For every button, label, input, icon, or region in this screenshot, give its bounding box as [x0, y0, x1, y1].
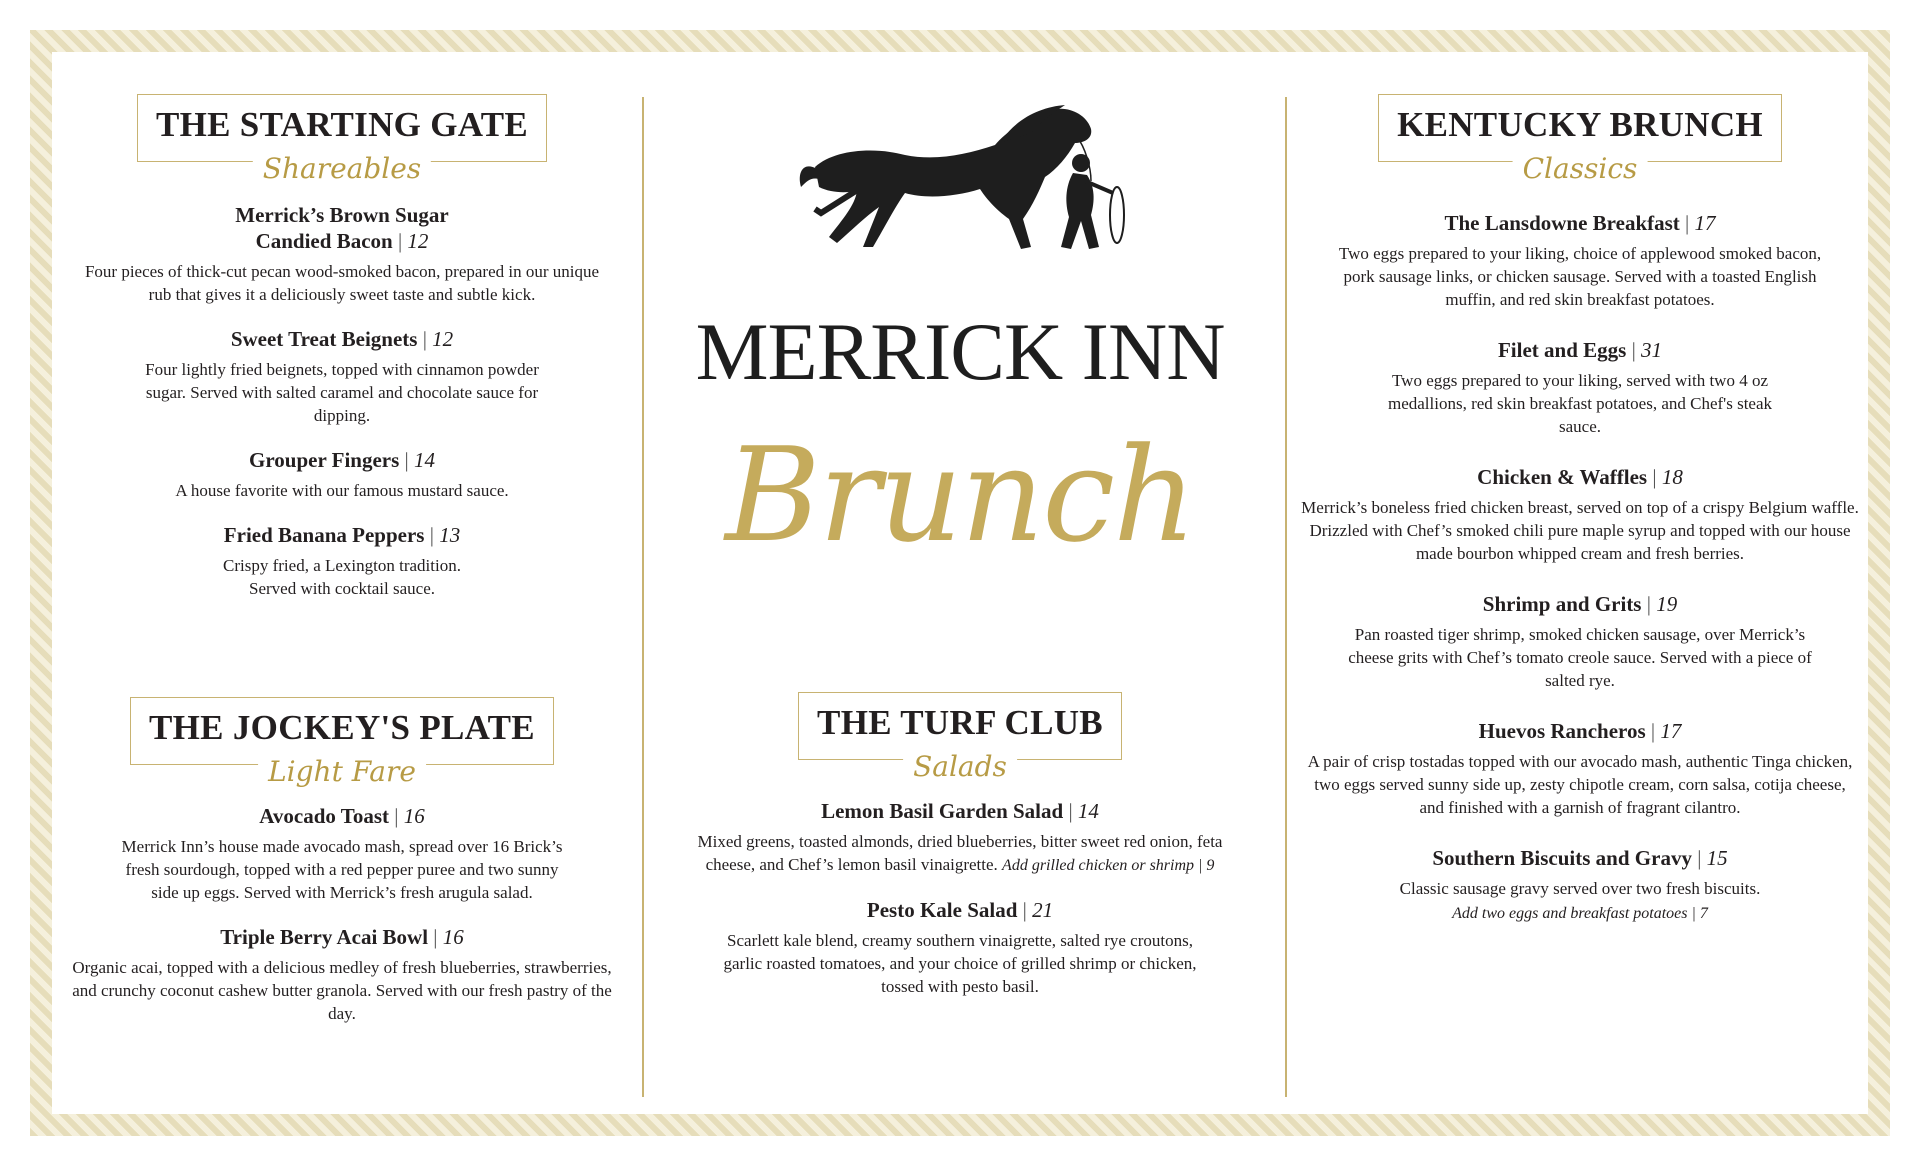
section-turf-club — [695, 692, 1225, 1018]
item-price: 18 — [1661, 465, 1683, 489]
menu-page — [52, 52, 1868, 1114]
section-header — [1378, 94, 1782, 185]
menu-item: Triple Berry Acai Bowl | 16 Organic acai, topped with a delicious medley of fresh blueberries, strawberries, and crunchy coconut cashew butter granola. Served with our fresh pastry of the day. — [62, 924, 622, 1025]
section-title: THE STARTING GATE — [155, 105, 529, 144]
section-title: THE JOCKEY'S PLATE — [149, 708, 535, 747]
section-title: KENTUCKY BRUNCH — [1397, 105, 1763, 144]
section-subtitle: Salads — [903, 750, 1017, 783]
item-name: Huevos Rancheros — [1478, 719, 1646, 743]
item-description: Four pieces of thick-cut pecan wood-smoked bacon, prepared in our unique rub that gives it a deliciously sweet taste and subtle kick. — [84, 262, 600, 304]
menu-item: Filet and Eggs | 31 Two eggs prepared to your liking, served with two 4 oz medallions, red skin breakfast potatoes, and Chef's steak sauce. — [1292, 337, 1868, 438]
item-description: Organic acai, topped with a delicious medley of fresh blueberries, strawberries, and crunchy coconut cashew butter granola. Served with our fresh pastry of the day. — [72, 958, 612, 1023]
section-jockeys-plate — [52, 697, 632, 1045]
item-name: Shrimp and Grits — [1482, 592, 1642, 616]
section-subtitle: Shareables — [253, 152, 431, 185]
item-name: Chicken & Waffles — [1477, 465, 1648, 489]
item-name: Grouper Fingers — [248, 448, 400, 472]
menu-item: Sweet Treat Beignets | 12 Four lightly fried beignets, topped with cinnamon powder sugar. Served with salted caramel and chocolate sauce for dipping. — [62, 326, 622, 427]
item-price: 21 — [1032, 898, 1054, 922]
item-price: 16 — [403, 804, 425, 828]
item-name: Southern Biscuits and Gravy — [1432, 846, 1692, 870]
item-name: Triple Berry Acai Bowl — [220, 925, 429, 949]
section-header — [130, 697, 554, 788]
item-name: Pesto Kale Salad — [866, 898, 1018, 922]
menu-item: The Lansdowne Breakfast | 17 Two eggs prepared to your liking, choice of applewood smoked bacon, pork sausage links, or chicken sausage. Served with a toasted English muffin, and red skin breakfast potatoes. — [1292, 210, 1868, 311]
item-price: 12 — [432, 327, 454, 351]
item-price: 12 — [407, 229, 429, 253]
item-price: 14 — [414, 448, 436, 472]
menu-item: Southern Biscuits and Gravy | 15 Classic sausage gravy served over two fresh biscuits. Add two eggs and breakfast potatoes | 7 — [1292, 845, 1868, 925]
item-name: Merrick’s Brown Sugar Candied Bacon — [235, 203, 449, 253]
item-description: Merrick’s boneless fried chicken breast, served on top of a crispy Belgium waffle. Drizzled with Chef’s smoked chili pure maple syrup and topped with our house made bourbon whipped cream and fresh berries. — [1301, 498, 1859, 563]
menu-title: Brunch — [725, 419, 1195, 571]
column-divider-left — [642, 97, 644, 1097]
item-description: A pair of crisp tostadas topped with our avocado mash, authentic Tinga chicken, two eggs served sunny side up, zesty chipotle cream, corn salsa, cotija cheese, and finished with a garnish of fragrant cilantro. — [1307, 752, 1853, 817]
section-title: THE TURF CLUB — [817, 703, 1103, 742]
section-starting-gate — [52, 94, 632, 620]
item-price: 17 — [1660, 719, 1682, 743]
item-note: Add two eggs and breakfast potatoes | 7 — [1452, 905, 1708, 922]
item-name: Lemon Basil Garden Salad — [821, 799, 1064, 823]
menu-item: Grouper Fingers | 14 A house favorite with our famous mustard sauce. — [62, 447, 622, 502]
item-price: 13 — [439, 523, 461, 547]
horse-and-jockey-icon — [795, 97, 1125, 267]
item-description: Crispy fried, a Lexington tradition. Served with cocktail sauce. — [223, 556, 461, 598]
brand-name: MERRICK INN — [695, 306, 1225, 397]
item-description: Pan roasted tiger shrimp, smoked chicken sausage, over Merrick’s cheese grits with Chef’s tomato creole sauce. Served with a piece of salted rye. — [1348, 625, 1812, 690]
item-name: Avocado Toast — [259, 804, 389, 828]
item-name: Fried Banana Peppers — [223, 523, 425, 547]
menu-item: Chicken & Waffles | 18 Merrick’s boneless fried chicken breast, served on top of a crispy Belgium waffle. Drizzled with Chef’s smoked chili pure maple syrup and topped with our house made bourbon whipped cream and fresh berries. — [1292, 464, 1868, 565]
section-header — [798, 692, 1122, 783]
menu-item: Pesto Kale Salad | 21 Scarlett kale blend, creamy southern vinaigrette, salted rye croutons, garlic roasted tomatoes, and your choice of grilled shrimp or chicken, tossed with pesto basil. — [695, 897, 1225, 998]
section-subtitle: Classics — [1513, 152, 1648, 185]
item-description: A house favorite with our famous mustard sauce. — [175, 481, 509, 500]
item-price: 31 — [1641, 338, 1663, 362]
item-price: 19 — [1656, 592, 1678, 616]
item-name: Sweet Treat Beignets — [230, 327, 418, 351]
item-description: Two eggs prepared to your liking, choice of applewood smoked bacon, pork sausage links, or chicken sausage. Served with a toasted English muffin, and red skin breakfast potatoes. — [1338, 244, 1822, 309]
menu-item: Fried Banana Peppers | 13 Crispy fried, a Lexington tradition. Served with cocktail sauce. — [62, 522, 622, 600]
item-description: Four lightly fried beignets, topped with cinnamon powder sugar. Served with salted caramel and chocolate sauce for dipping. — [145, 360, 539, 425]
item-price: 17 — [1694, 211, 1716, 235]
item-description: Two eggs prepared to your liking, served with two 4 oz medallions, red skin breakfast potatoes, and Chef's steak sauce. — [1387, 371, 1773, 436]
item-name: The Lansdowne Breakfast — [1444, 211, 1680, 235]
item-description: Scarlett kale blend, creamy southern vinaigrette, salted rye croutons, garlic roasted tomatoes, and your choice of grilled shrimp or chicken, tossed with pesto basil. — [723, 931, 1197, 996]
column-divider-right — [1285, 97, 1287, 1097]
item-price: 14 — [1077, 799, 1099, 823]
item-description: Classic sausage gravy served over two fresh biscuits. — [1399, 879, 1761, 898]
item-name: Filet and Eggs — [1497, 338, 1627, 362]
menu-item: Shrimp and Grits | 19 Pan roasted tiger shrimp, smoked chicken sausage, over Merrick’s cheese grits with Chef’s tomato creole sauce. Served with a piece of salted rye. — [1292, 591, 1868, 692]
item-description: Merrick Inn’s house made avocado mash, spread over 16 Brick’s fresh sourdough, topped with a red pepper puree and two sunny side up eggs. Served with Merrick’s fresh arugula salad. — [121, 837, 563, 902]
menu-item: Lemon Basil Garden Salad | 14 Mixed greens, toasted almonds, dried blueberries, bitter sweet red onion, feta cheese, and Chef’s lemon basil vinaigrette. Add grilled chicken or shrimp | 9 — [697, 799, 1223, 874]
item-description: Mixed greens, toasted almonds, dried blueberries, bitter sweet red onion, feta cheese, and Chef’s lemon basil vinaigrette. — [697, 832, 1223, 874]
item-price: 15 — [1706, 846, 1728, 870]
brand-logo — [695, 97, 1225, 571]
item-note: Add grilled chicken or shrimp | 9 — [1002, 857, 1215, 874]
section-kentucky-brunch — [1292, 94, 1868, 945]
menu-item: Merrick’s Brown Sugar Candied Bacon | 12 Four pieces of thick-cut pecan wood-smoked bacon, prepared in our unique rub that gives it a deliciously sweet taste and subtle kick. — [62, 202, 622, 306]
menu-item: Huevos Rancheros | 17 A pair of crisp tostadas topped with our avocado mash, authentic Tinga chicken, two eggs served sunny side up, zesty chipotle cream, corn salsa, cotija cheese, and finished with a garnish of fragrant cilantro. — [1292, 718, 1868, 819]
menu-item: Avocado Toast | 16 Merrick Inn’s house made avocado mash, spread over 16 Brick’s fresh sourdough, topped with a red pepper puree and two sunny side up eggs. Served with Merrick’s fresh arugula salad. — [62, 803, 622, 904]
item-price: 16 — [442, 925, 464, 949]
section-header — [137, 94, 547, 185]
section-subtitle: Light Fare — [258, 755, 426, 788]
